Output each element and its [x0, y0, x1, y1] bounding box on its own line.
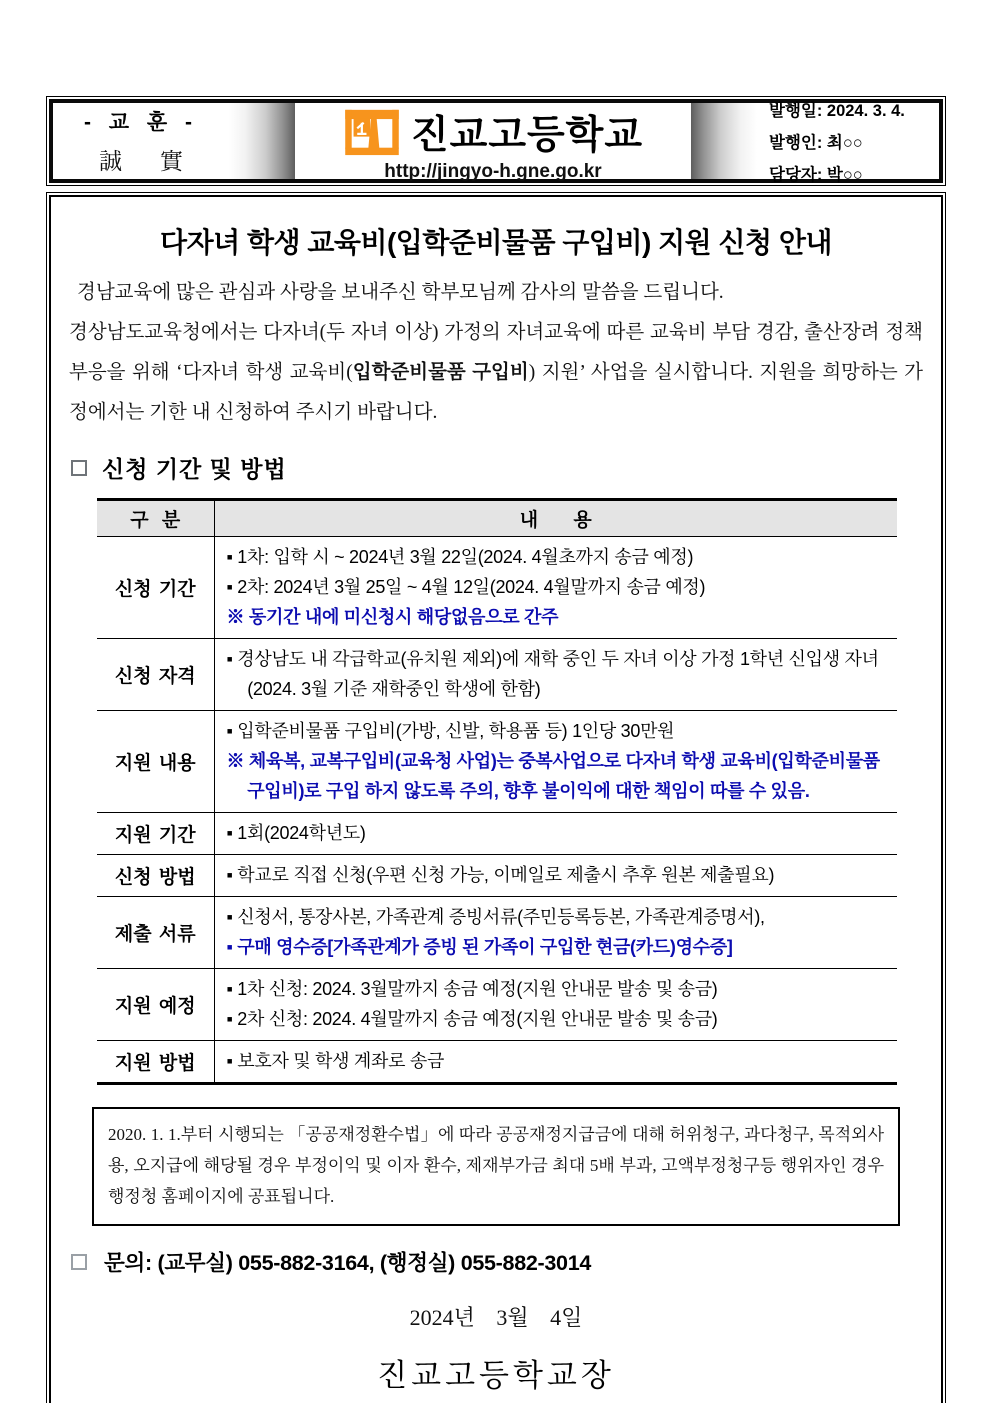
main-border-box — [46, 192, 946, 1403]
table-row-payment-method — [97, 1041, 897, 1084]
table-row-apply-period — [97, 537, 897, 639]
square-bullet-icon — [71, 460, 87, 476]
row-label: 지원 방법 — [97, 1041, 214, 1084]
header-divider-gradient-left — [229, 103, 295, 179]
publication-info — [757, 102, 939, 184]
inquiry-line — [71, 1246, 925, 1277]
table-row-support-content — [97, 711, 897, 813]
publisher: 발행인: 최○○ — [769, 134, 863, 152]
intro-paragraphs — [67, 273, 925, 433]
row-label: 지원 예정 — [97, 969, 214, 1041]
school-name-row — [343, 104, 643, 160]
table-row-apply-method — [97, 855, 897, 897]
table-line: ▪ 1차: 입학 시 ~ 2024년 3월 22일(2024. 4월초까지 송금 예정) — [226, 547, 694, 567]
table-line: ▪ 신청서, 통장사본, 가족관계 증빙서류(주민등록등본, 가족관계증명서), — [226, 907, 765, 927]
table-line: ▪ 경상남도 내 각급학교(유치원 제외)에 재학 중인 두 자녀 이상 가정 1학년 신입생 자녀(2024. 3월 기준 재학중인 학생에 한함) — [226, 649, 879, 699]
principal-signature: 진교고등학교장 — [377, 1358, 615, 1393]
issue-date: 2024년 3월 4일 — [409, 1305, 583, 1330]
table-header-row — [97, 500, 897, 537]
row-label: 신청 방법 — [97, 855, 214, 897]
table-row-documents — [97, 897, 897, 969]
table-line: ▪ 1회(2024학년도) — [226, 823, 366, 843]
col-header-category: 구 분 — [97, 500, 214, 537]
row-label: 제출 서류 — [97, 897, 214, 969]
header-banner — [46, 96, 946, 186]
square-bullet-icon — [71, 1254, 87, 1270]
table-row-payment-schedule — [97, 969, 897, 1041]
table-line: ▪ 2차: 2024년 3월 25일 ~ 4월 12일(2024. 4월말까지 송금 예정) — [226, 577, 706, 597]
person-in-charge: 담당자: 박○○ — [769, 166, 863, 184]
motto-label: - 교 훈 - — [83, 111, 199, 134]
school-name: 진교고등학교 — [410, 113, 644, 157]
motto-value: 誠 實 — [99, 149, 199, 174]
document-sheet — [46, 96, 946, 1403]
intro-paragraph-2 — [69, 313, 923, 433]
section-title: 신청 기간 및 방법 — [102, 456, 287, 482]
table-line-note: ※ 체육복, 교복구입비(교육청 사업)는 중복사업으로 다자녀 학생 교육비(입학준비물품 구입비)로 구입 하지 않도록 주의, 향후 불이익에 대한 책임이 따를 수 있음. — [226, 751, 880, 801]
table-line: ▪ 2차 신청: 2024. 4월말까지 송금 예정(지원 안내문 발송 및 송금) — [226, 1009, 718, 1029]
school-url: http://jingyo-h.gne.go.kr — [384, 160, 602, 182]
table-line: ▪ 1차 신청: 2024. 3월말까지 송금 예정(지원 안내문 발송 및 송금) — [226, 979, 718, 999]
table-row-eligibility — [97, 639, 897, 711]
table-row-support-period — [97, 813, 897, 855]
publish-date: 발행일: 2024. 3. 4. — [769, 102, 905, 120]
document-title: 다자녀 학생 교육비(입학준비물품 구입비) 지원 신청 안내 — [160, 227, 832, 258]
col-header-content: 내 용 — [214, 500, 897, 537]
application-info-table — [97, 498, 897, 1085]
intro-p2-text: 경상남도교육청에서는 다자녀(두 자녀 이상) 가정의 자녀교육에 따른 교육비 부담 경감, 출산장려 정책 부응을 위해 ‘다자녀 학생 교육비( — [69, 322, 923, 383]
table-line-note: ▪ 구매 영수증[가족관계가 증빙 된 가족이 구입한 현금(카드)영수증] — [226, 937, 733, 957]
header-divider-gradient-right — [691, 103, 757, 179]
school-identity — [295, 103, 691, 182]
legal-notice-box: 2020. 1. 1.부터 시행되는 「공공재정환수법」에 따라 공공재정지급금에 대해 허위청구, 과다청구, 목적외사용, 오지급에 해당될 경우 부정이익 및 이자 환수, 제재부가금 최대 5배 부과, 고액부정청구등 행위자인 경우 행정청 홈페이지에 공표됩니다. — [92, 1107, 900, 1226]
table-line: ▪ 보호자 및 학생 계좌로 송금 — [226, 1051, 445, 1071]
table-line: ▪ 입학준비물품 구입비(가방, 신발, 학용품 등) 1인당 30만원 — [226, 721, 675, 741]
main-content — [49, 195, 943, 1403]
row-label: 신청 기간 — [97, 537, 214, 639]
row-label: 지원 내용 — [97, 711, 214, 813]
section-header — [71, 451, 925, 484]
table-line: ▪ 학교로 직접 신청(우편 신청 가능, 이메일로 제출시 추후 원본 제출필요) — [226, 865, 775, 885]
intro-p2-bold: 입학준비물품 구입비 — [352, 362, 529, 383]
table-line-note: ※ 동기간 내에 미신청시 해당없음으로 간주 — [226, 607, 559, 627]
header-inner — [49, 99, 943, 183]
row-label: 지원 기간 — [97, 813, 214, 855]
school-logo-icon — [343, 108, 401, 156]
inquiry-text: 문의: (교무실) 055-882-3164, (행정실) 055-882-3014 — [104, 1251, 592, 1275]
row-label: 신청 자격 — [97, 639, 214, 711]
school-motto-box — [53, 103, 229, 179]
intro-p2-text-end: ) 지원’ 사업을 실시합니다. 지원을 희망하는 가정에서는 기한 내 신청하여 주시기 바랍니다. — [69, 362, 923, 423]
intro-paragraph-1: 경남교육에 많은 관심과 사랑을 보내주신 학부모님께 감사의 말씀을 드립니다. — [77, 282, 724, 303]
